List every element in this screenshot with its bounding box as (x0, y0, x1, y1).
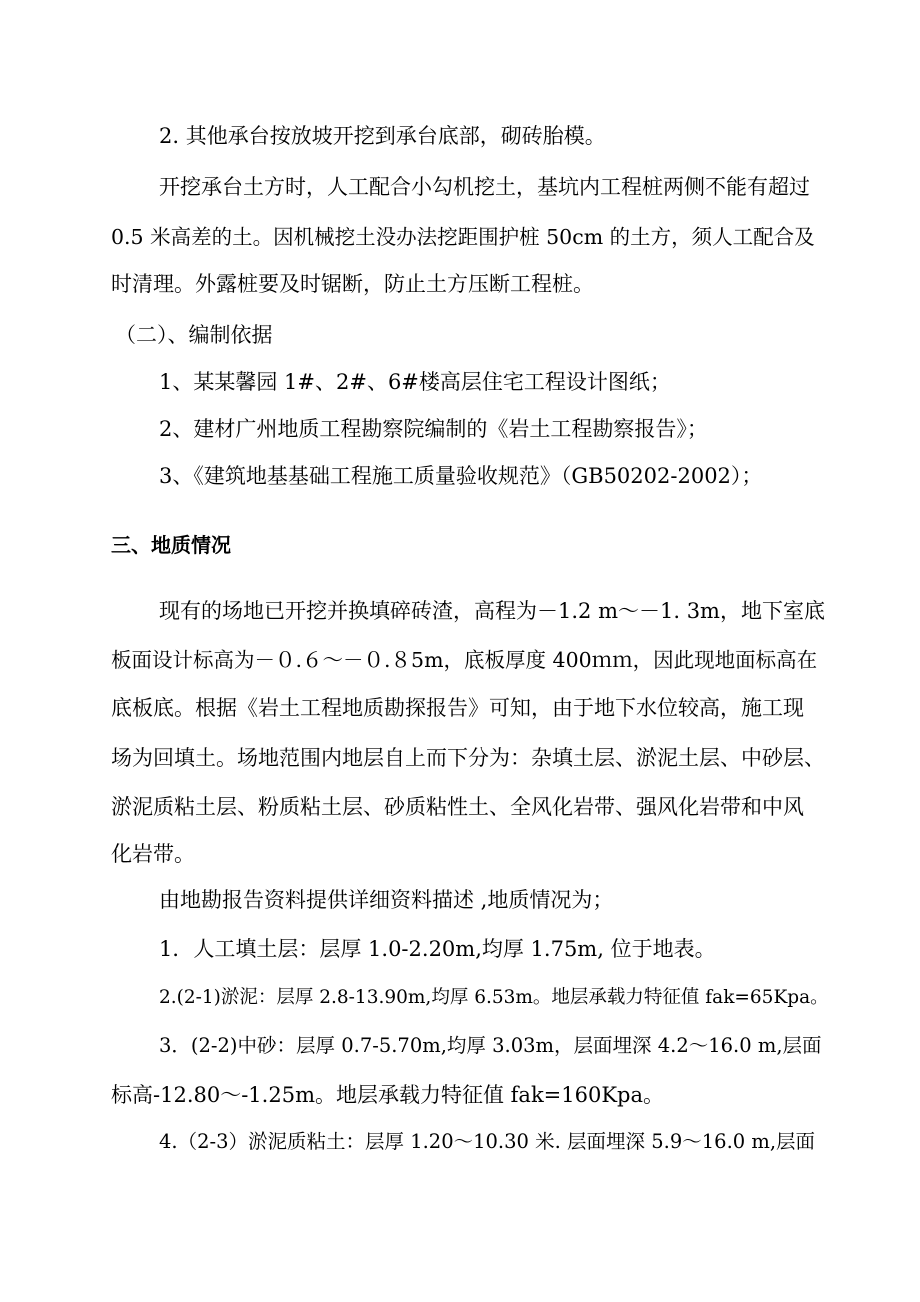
text-line: 0.5 米高差的土。因机械挖土没办法挖距围护桩 50cm 的土方，须人工配合及 (111, 225, 815, 249)
text-line: 标高-12.80～-1.25m。地层承载力特征值 fak=160Kpa。 (111, 1083, 665, 1107)
text-line: 底板底。根据《岩土工程地质勘探报告》可知，由于地下水位较高，施工现 (111, 696, 804, 720)
text-line: 化岩带。 (111, 842, 195, 866)
section-heading: 三、地质情况 (111, 533, 231, 557)
text-line: 时清理。外露桩要及时锯断，防止土方压断工程桩。 (111, 272, 594, 296)
text-line: 2.(2-1)淤泥：层厚 2.8-13.90m,均厚 6.53m。地层承载力特征值 fak=65Kpa。 (159, 987, 829, 1008)
text-line: 3．(2-2)中砂：层厚 0.7-5.70m,均厚 3.03m，层面埋深 4.2～16.0 m,层面 (159, 1034, 822, 1057)
text-line: 开挖承台土方时，人工配合小勾机挖土，基坑内工程桩两侧不能有超过 (159, 175, 810, 199)
text-line: 淤泥质粘土层、粉质粘土层、砂质粘性土、全风化岩带、强风化岩带和中风 (111, 795, 804, 819)
text-line: 板面设计标高为－０.６～－０.８5m，底板厚度 400ｍｍ，因此现地面标高在 (111, 648, 818, 672)
text-line: 3、《建筑地基基础工程施工质量验收规范》（GB50202-2002）； (159, 464, 763, 488)
text-line: 1、某某馨园 1#、2#、6#楼高层住宅工程设计图纸； (159, 370, 671, 394)
text-line: 2. 其他承台按放坡开挖到承台底部，砌砖胎模。 (159, 124, 606, 148)
section-subheading: （二）、编制依据 (115, 323, 273, 347)
text-line: 现有的场地已开挖并换填碎砖渣，高程为－1.2 m～－1. 3m，地下室底 (159, 599, 825, 623)
text-line: 场为回填土。场地范围内地层自上而下分为：杂填土层、淤泥土层、中砂层、 (111, 746, 825, 770)
text-line: 4.（2-3）淤泥质粘土：层厚 1.20～10.30 米. 层面埋深 5.9～16.0 m,层面 (159, 1130, 816, 1153)
text-line: 1．人工填土层：层厚 1.0-2.20m,均厚 1.75m, 位于地表。 (159, 937, 716, 961)
text-line: 2、建材广州地质工程勘察院编制的《岩土工程勘察报告》； (159, 417, 708, 441)
text-line: 由地勘报告资料提供详细资料描述 ,地质情况为； (159, 888, 614, 912)
